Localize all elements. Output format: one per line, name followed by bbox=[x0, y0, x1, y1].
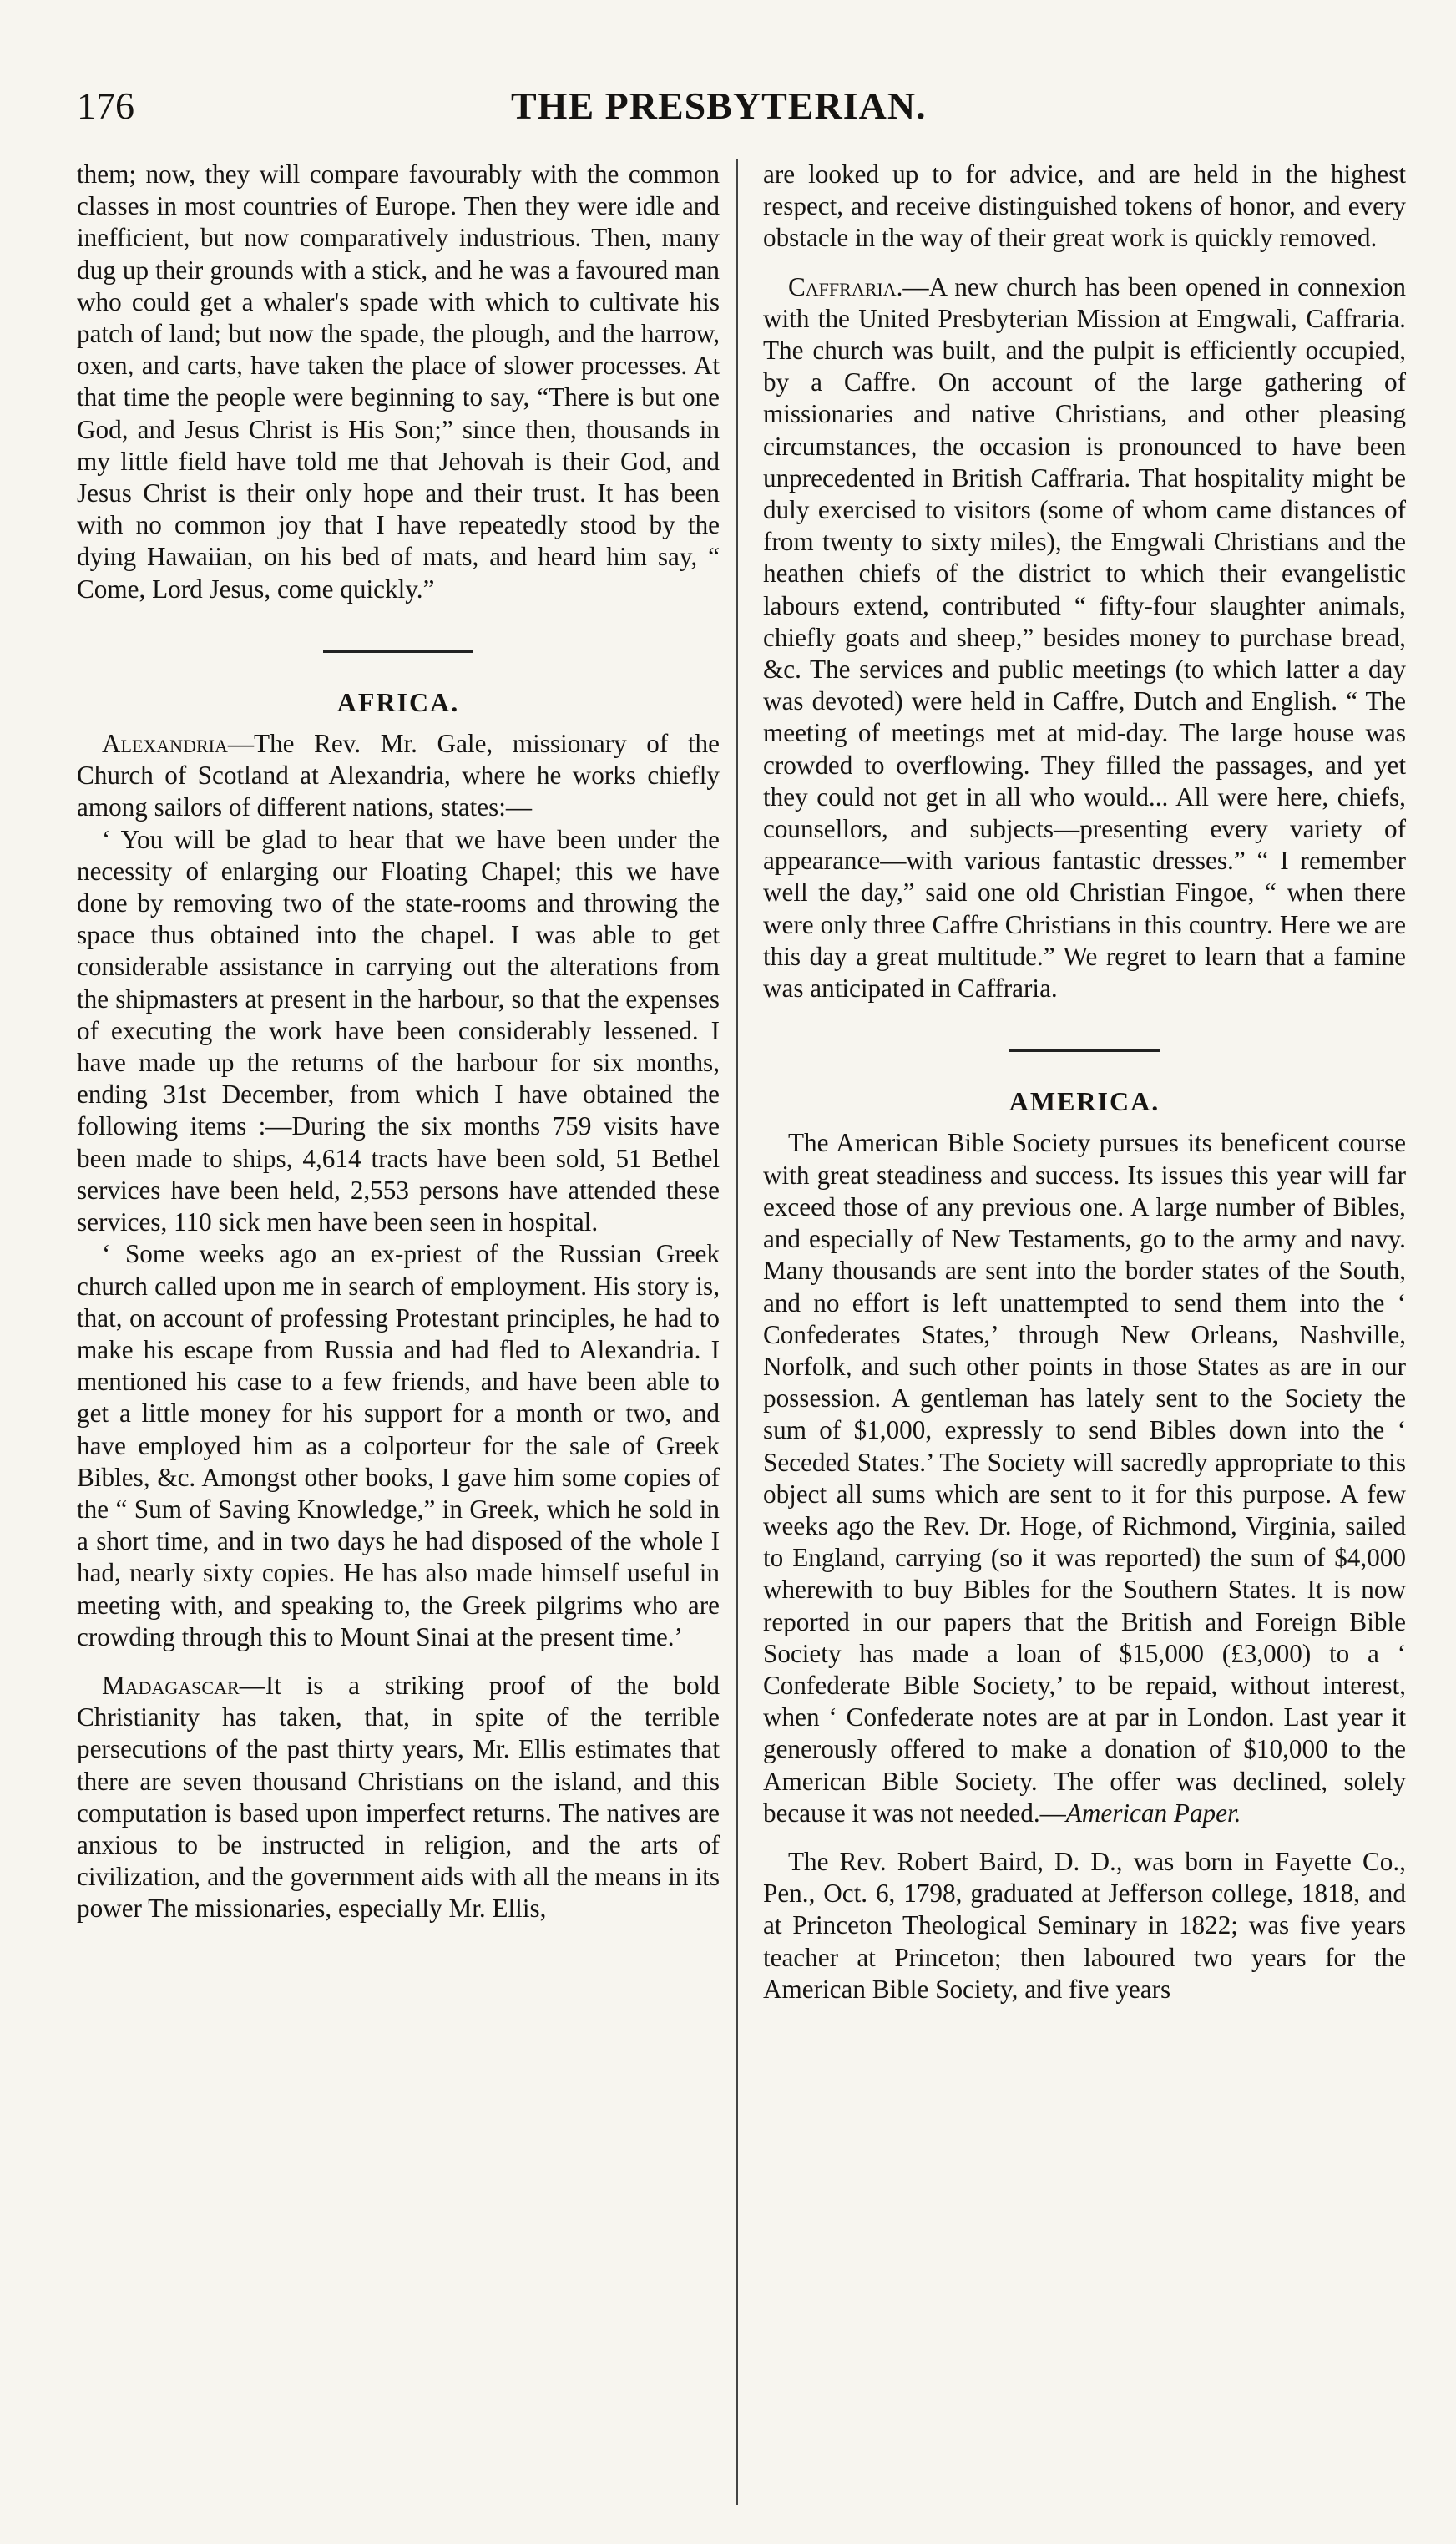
caffraria-text: .—A new church has been opened in connexion with the United Presbyterian Mission at Emgwali, Caffraria. The church was built, and the pulpit is efficiently occupied, by a Caffre. On account of the large gathering of missionaries and native Christians, and other pleasing circumstances, the occasion is pronounced to have been unprecedented in British Caffraria. That hospitality might be duly exercised to visitors (some of whom came distances of from twenty to sixty miles), the Emgwali Christians and the heathen chiefs of the district to which their evangelistic labours extend, contributed “ fifty-four slaughter animals, chiefly goats and sheep,” besides money to purchase bread, &c. The services and public meetings (to which latter a day was devoted) were held in Caffre, Dutch and English. “ The meeting of meetings met at mid-day. The large house was crowded to overflowing. They filled the passages, and yet they could not get in all who would... All were here, chiefs, counsellors, and subjects—presenting every variety of appearance—with various fantastic dresses.” “ I remember well the day,” said one old Christian Fingoe, “ when there were only three Caffre Christians in this country. Here we are this day a great multitude.” We regret to learn that a famine was anticipated in Caffraria. bbox=[762, 271, 1406, 1004]
africa-heading: AFRICA. bbox=[336, 686, 460, 717]
alexandria-quote-2: ‘ Some weeks ago an ex-priest of the Russian Greek church called upon me in search of employment. His story is, that, on account of professing Protestant principles, he had to make his escape from Russia and had fled to Alexandria. I mentioned his case to a few friends, and have been able to get a little money for his support for a month or two, and have employed him as a colporteur for the sale of Greek Bibles, &c. Amongst other books, I gave him some copies of the “ Sum of Saving Knowledge,” in Greek, which he sold in a short time, and in two days he had disposed of the whole I had, nearly sixty copies. He has also made himself useful in meeting with, and speaking to, the Greek pilgrims who are crowding through this to Mount Sinai at the present time.’ bbox=[77, 1239, 720, 1651]
page-number: 176 bbox=[77, 84, 134, 127]
text-columns bbox=[77, 159, 1406, 2505]
page-header bbox=[77, 79, 1406, 138]
madagascar-lead: Madagascar bbox=[102, 1670, 240, 1700]
left-column bbox=[77, 159, 736, 2505]
caffraria-paragraph bbox=[763, 271, 1406, 1005]
running-title: THE PRESBYTERIAN. bbox=[511, 84, 927, 127]
america-text: The American Bible Society pursues its beneficent course with great steadiness and success. Its issues this year will far exceed those of any previous one. A large number of Bibles, and especially of New Testaments, go to the army and navy. Many thousands are sent into the border states of the South, and no effort is left unattempted to send them into the ‘ Confederates States,’ through New Orleans, Nashville, Norfolk, and such other points in those States as are in our possession. A gentleman has lately sent to the Society the sum of $1,000, expressly to send Bibles down into the ‘ Seceded States.’ The Society will sacredly appropriate to this object all sums which are sent to it for this purpose. A few weeks ago the Rev. Dr. Hoge, of Richmond, Virginia, sailed to England, carrying (so it was reported) the sum of $4,000 wherewith to buy Bibles for the Southern States. It is now reported in our papers that the British and Foreign Bible Society has made a loan of $15,000 (£3,000) to a ‘ Confederate Bible Society,’ to be repaid, without interest, when ‘ Confederate notes are at par in London. Last year it generously offered to make a donation of $10,000 to the American Bible Society. The offer was declined, solely because it was not needed.— bbox=[762, 1128, 1406, 1828]
alexandria-paragraph bbox=[77, 728, 720, 824]
baird-paragraph: The Rev. Robert Baird, D. D., was born in Fayette Co., Pen., Oct. 6, 1798, graduated at Jefferson college, 1818, and at Princeton Theological Seminary in 1822; was five years teacher at Princeton; then laboured two years for the American Bible Society, and five years bbox=[762, 1846, 1406, 2004]
alexandria-quote-1: ‘ You will be glad to hear that we have been under the necessity of enlarging our Floating Chapel; this we have done by removing two of the state-rooms and throwing the space thus obtained into the chapel. I was able to get considerable assistance in carrying out the alterations from the shipmasters at present in the harbour, so that the expenses of executing the work have been considerably lessened. I have made up the returns of the harbour for six months, ending 31st December, from which I have obtained the following items :—During the six months 759 visits have been made to ships, 4,614 tracts have been sold, 51 Bethel services have been held, 2,553 persons have attended these services, 110 sick men have been seen in hospital. bbox=[77, 824, 720, 1237]
caffraria-lead: Caffraria bbox=[787, 271, 897, 301]
section-rule bbox=[1009, 1049, 1160, 1052]
madagascar-text: —It is a striking proof of the bold Christianity has taken, that, in spite of the terrible persecutions of the past thirty years, Mr. Ellis estimates that there are seven thousand Christians on the island, and this computation is based upon imperfect returns. The natives are anxious to be instructed in religion, and the arts of civilization, and the government aids with all the means in its power The missionaries, especially Mr. Ellis, bbox=[77, 1670, 720, 1924]
continuation-paragraph: are looked up to for advice, and are held in the highest respect, and receive distinguished tokens of honor, and every obstacle in the way of their great work is quickly removed. bbox=[762, 159, 1406, 253]
alexandria-text: —The Rev. Mr. Gale, missionary of the Church of Scotland at Alexandria, where he works chiefly among sailors of different nations, states:— bbox=[77, 729, 720, 822]
hawaii-paragraph: them; now, they will compare favourably with the common classes in most countries of Europe. Then they were idle and inefficient, but now comparatively industrious. Then, many dug up their grounds with a stick, and he was a favoured man who could get a whaler's spade with which to cultivate his patch of land; but now the spade, the plough, and the harrow, oxen, and carts, have taken the place of slower processes. At that time the people were beginning to say, “There is but one God, and Jesus Christ is His Son;” since then, thousands in my little field have told me that Jehovah is their God, and Jesus Christ is their only hope and their trust. It has been with no common joy that I have repeatedly stood by the dying Hawaiian, on his bed of mats, and heard him say, “ Come, Lord Jesus, come quickly.” bbox=[77, 159, 720, 604]
madagascar-paragraph bbox=[77, 1670, 720, 1925]
alexandria-lead: Alexandria bbox=[102, 729, 228, 759]
right-column bbox=[738, 159, 1406, 2505]
america-source: American Paper. bbox=[1065, 1798, 1241, 1828]
america-heading: AMERICA. bbox=[1009, 1086, 1160, 1117]
america-paragraph bbox=[763, 1127, 1406, 1828]
section-rule bbox=[323, 650, 473, 653]
